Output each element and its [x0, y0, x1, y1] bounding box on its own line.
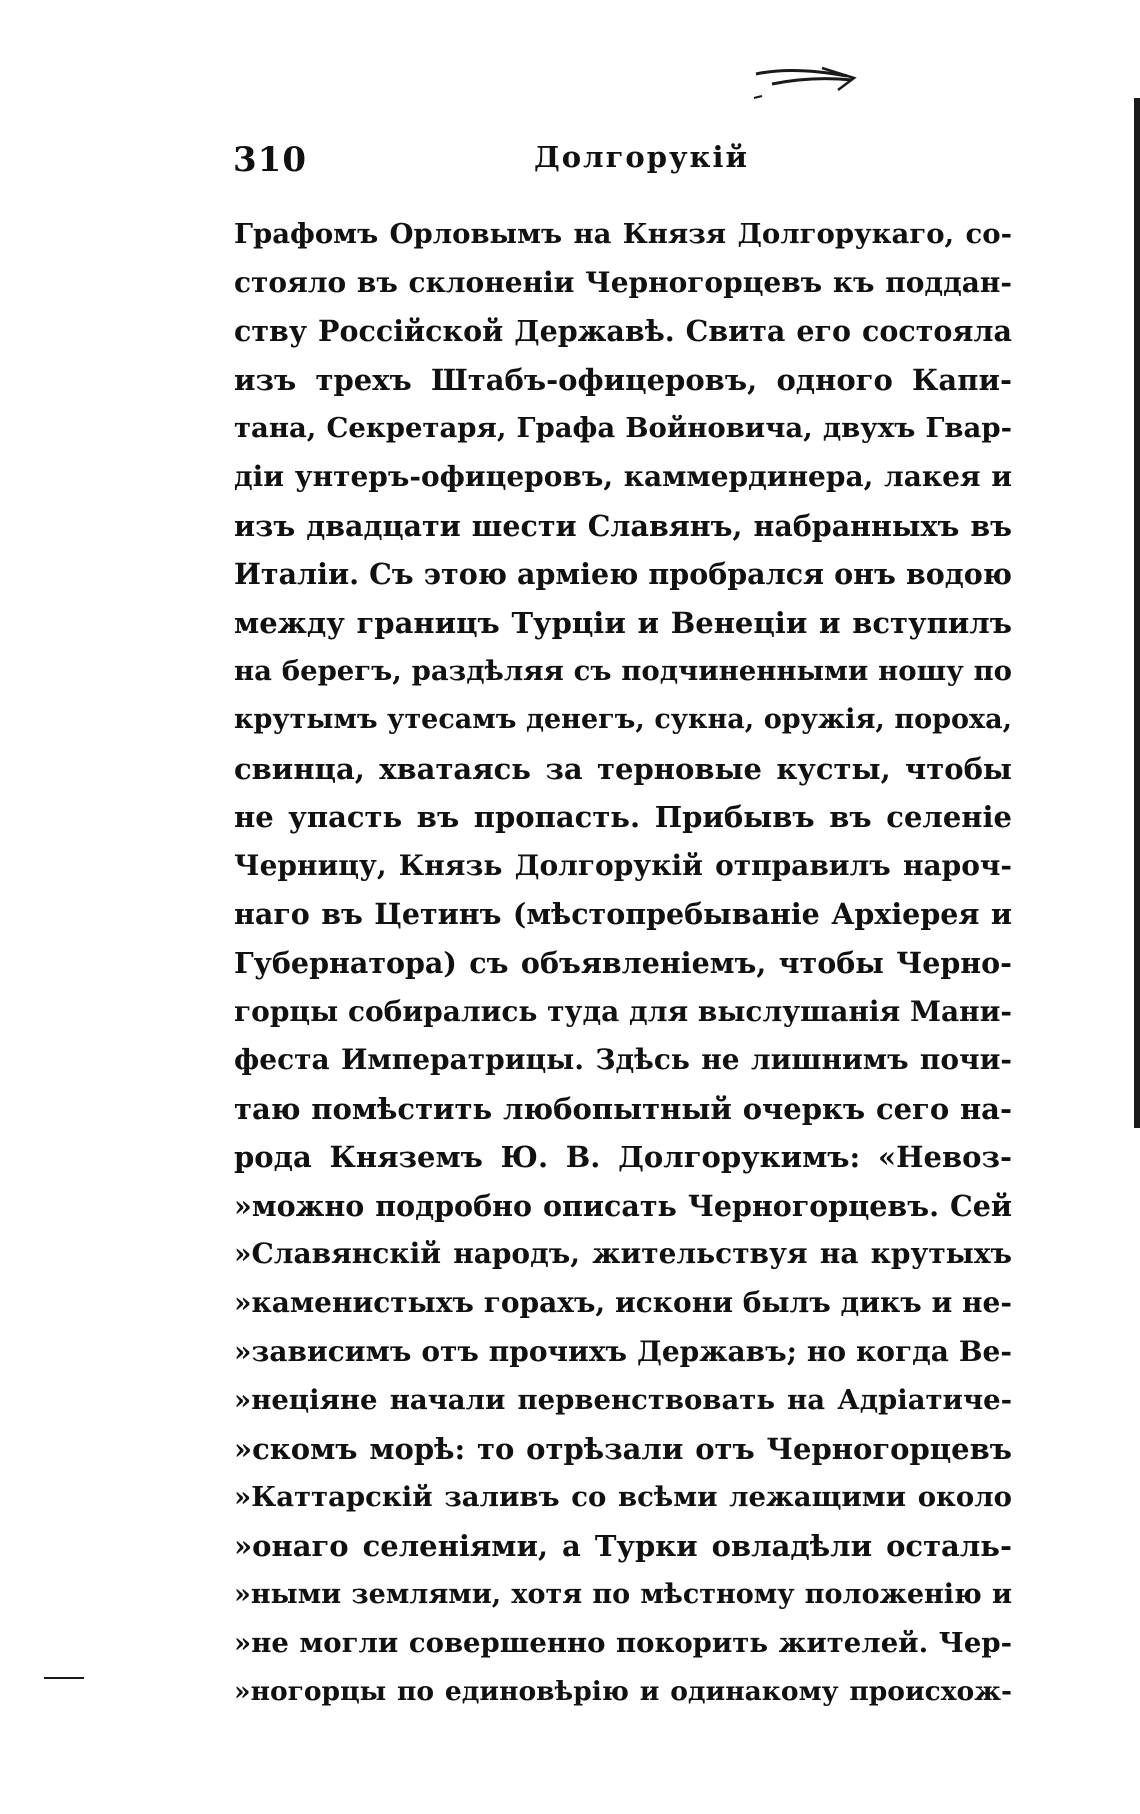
running-title: Долгорукій	[534, 140, 749, 174]
text-line: »ными землями, хотя по мѣстному положенію и	[234, 1578, 1012, 1610]
text-line: не упасть въ пропасть. Прибывъ въ селеніе	[234, 800, 1012, 835]
text-line: ству Россійской Державѣ. Свита его состояла	[234, 314, 1012, 349]
text-line: »онаго селеніями, а Турки овладѣли осталь-	[234, 1529, 1012, 1564]
text-line: Губернатора) съ объявленіемъ, чтобы Черно-	[234, 945, 1012, 980]
text-line: Графомъ Орловымъ на Князя Долгорукаго, со-	[234, 218, 1012, 250]
text-line: горцы собирались туда для выслушанія Мани-	[234, 994, 1012, 1028]
text-line: рода Княземъ Ю. В. Долгорукимъ: «Невоз-	[234, 1140, 1012, 1175]
text-line: Черницу, Князь Долгорукій отправилъ нароч-	[234, 848, 1012, 882]
text-line: »скомъ морѣ: то отрѣзали отъ Черногорцевъ	[234, 1431, 1012, 1466]
text-line: изъ трехъ Штабъ-офицеровъ, одного Капи-	[234, 362, 1012, 397]
text-line: тана, Секретаря, Графа Войновича, двухъ Гвар-	[234, 412, 1012, 445]
text-line: »ногорцы по единовѣрію и одинакому происхож-	[234, 1675, 1012, 1707]
text-line: »зависимъ отъ прочихъ Державъ; но когда Ве-	[234, 1334, 1012, 1368]
scan-edge-rule	[1134, 98, 1140, 1128]
text-line: свинца, хватаясь за терновые кусты, чтобы	[234, 751, 1012, 786]
arrow-mark-icon	[752, 58, 872, 102]
text-line: »Славянскій народъ, житeльствуя на крутыхъ	[234, 1237, 1012, 1271]
text-line: стояло въ склоненіи Черногорцевъ къ поддан-	[234, 265, 1012, 299]
text-line: Италіи. Съ этою арміею пробрался онъ водою	[234, 557, 1012, 592]
text-line: между границъ Турціи и Венеціи и вступилъ	[234, 605, 1012, 640]
text-line: »можно подробно описать Черногорцевъ. Сей	[234, 1188, 1012, 1223]
text-line: крутымъ утесамъ денегъ, сукна, оружія, пороха,	[234, 703, 1012, 735]
text-line: феста Императрицы. Здѣсь не лишнимъ почи-	[234, 1043, 1012, 1077]
text-line: изъ двадцати шести Славянъ, набранныхъ въ	[234, 508, 1012, 543]
text-line: »не могли совершенно покорить жителей. Чер-	[234, 1627, 1012, 1660]
body-text	[234, 210, 1012, 1716]
text-line: діи унтеръ-офицеровъ, каммердинера, лакея и	[234, 459, 1012, 493]
text-line: »неціяне начали первенствовать на Адріатиче-	[234, 1384, 1012, 1417]
text-line: наго въ Цетинъ (мѣстопребываніе Архіерея и	[234, 897, 1012, 932]
page-number: 310	[233, 140, 307, 180]
text-line: »Каттарскій заливъ со всѣми лежащими около	[234, 1481, 1012, 1514]
text-line: на берегъ, раздѣляя съ подчиненными ношу по	[234, 655, 1012, 688]
margin-dash	[44, 1677, 84, 1679]
text-line: »каменистыхъ горахъ, искони былъ дикъ и не-	[234, 1286, 1012, 1320]
text-line: таю помѣстить любопытный очеркъ сего на-	[234, 1091, 1012, 1126]
